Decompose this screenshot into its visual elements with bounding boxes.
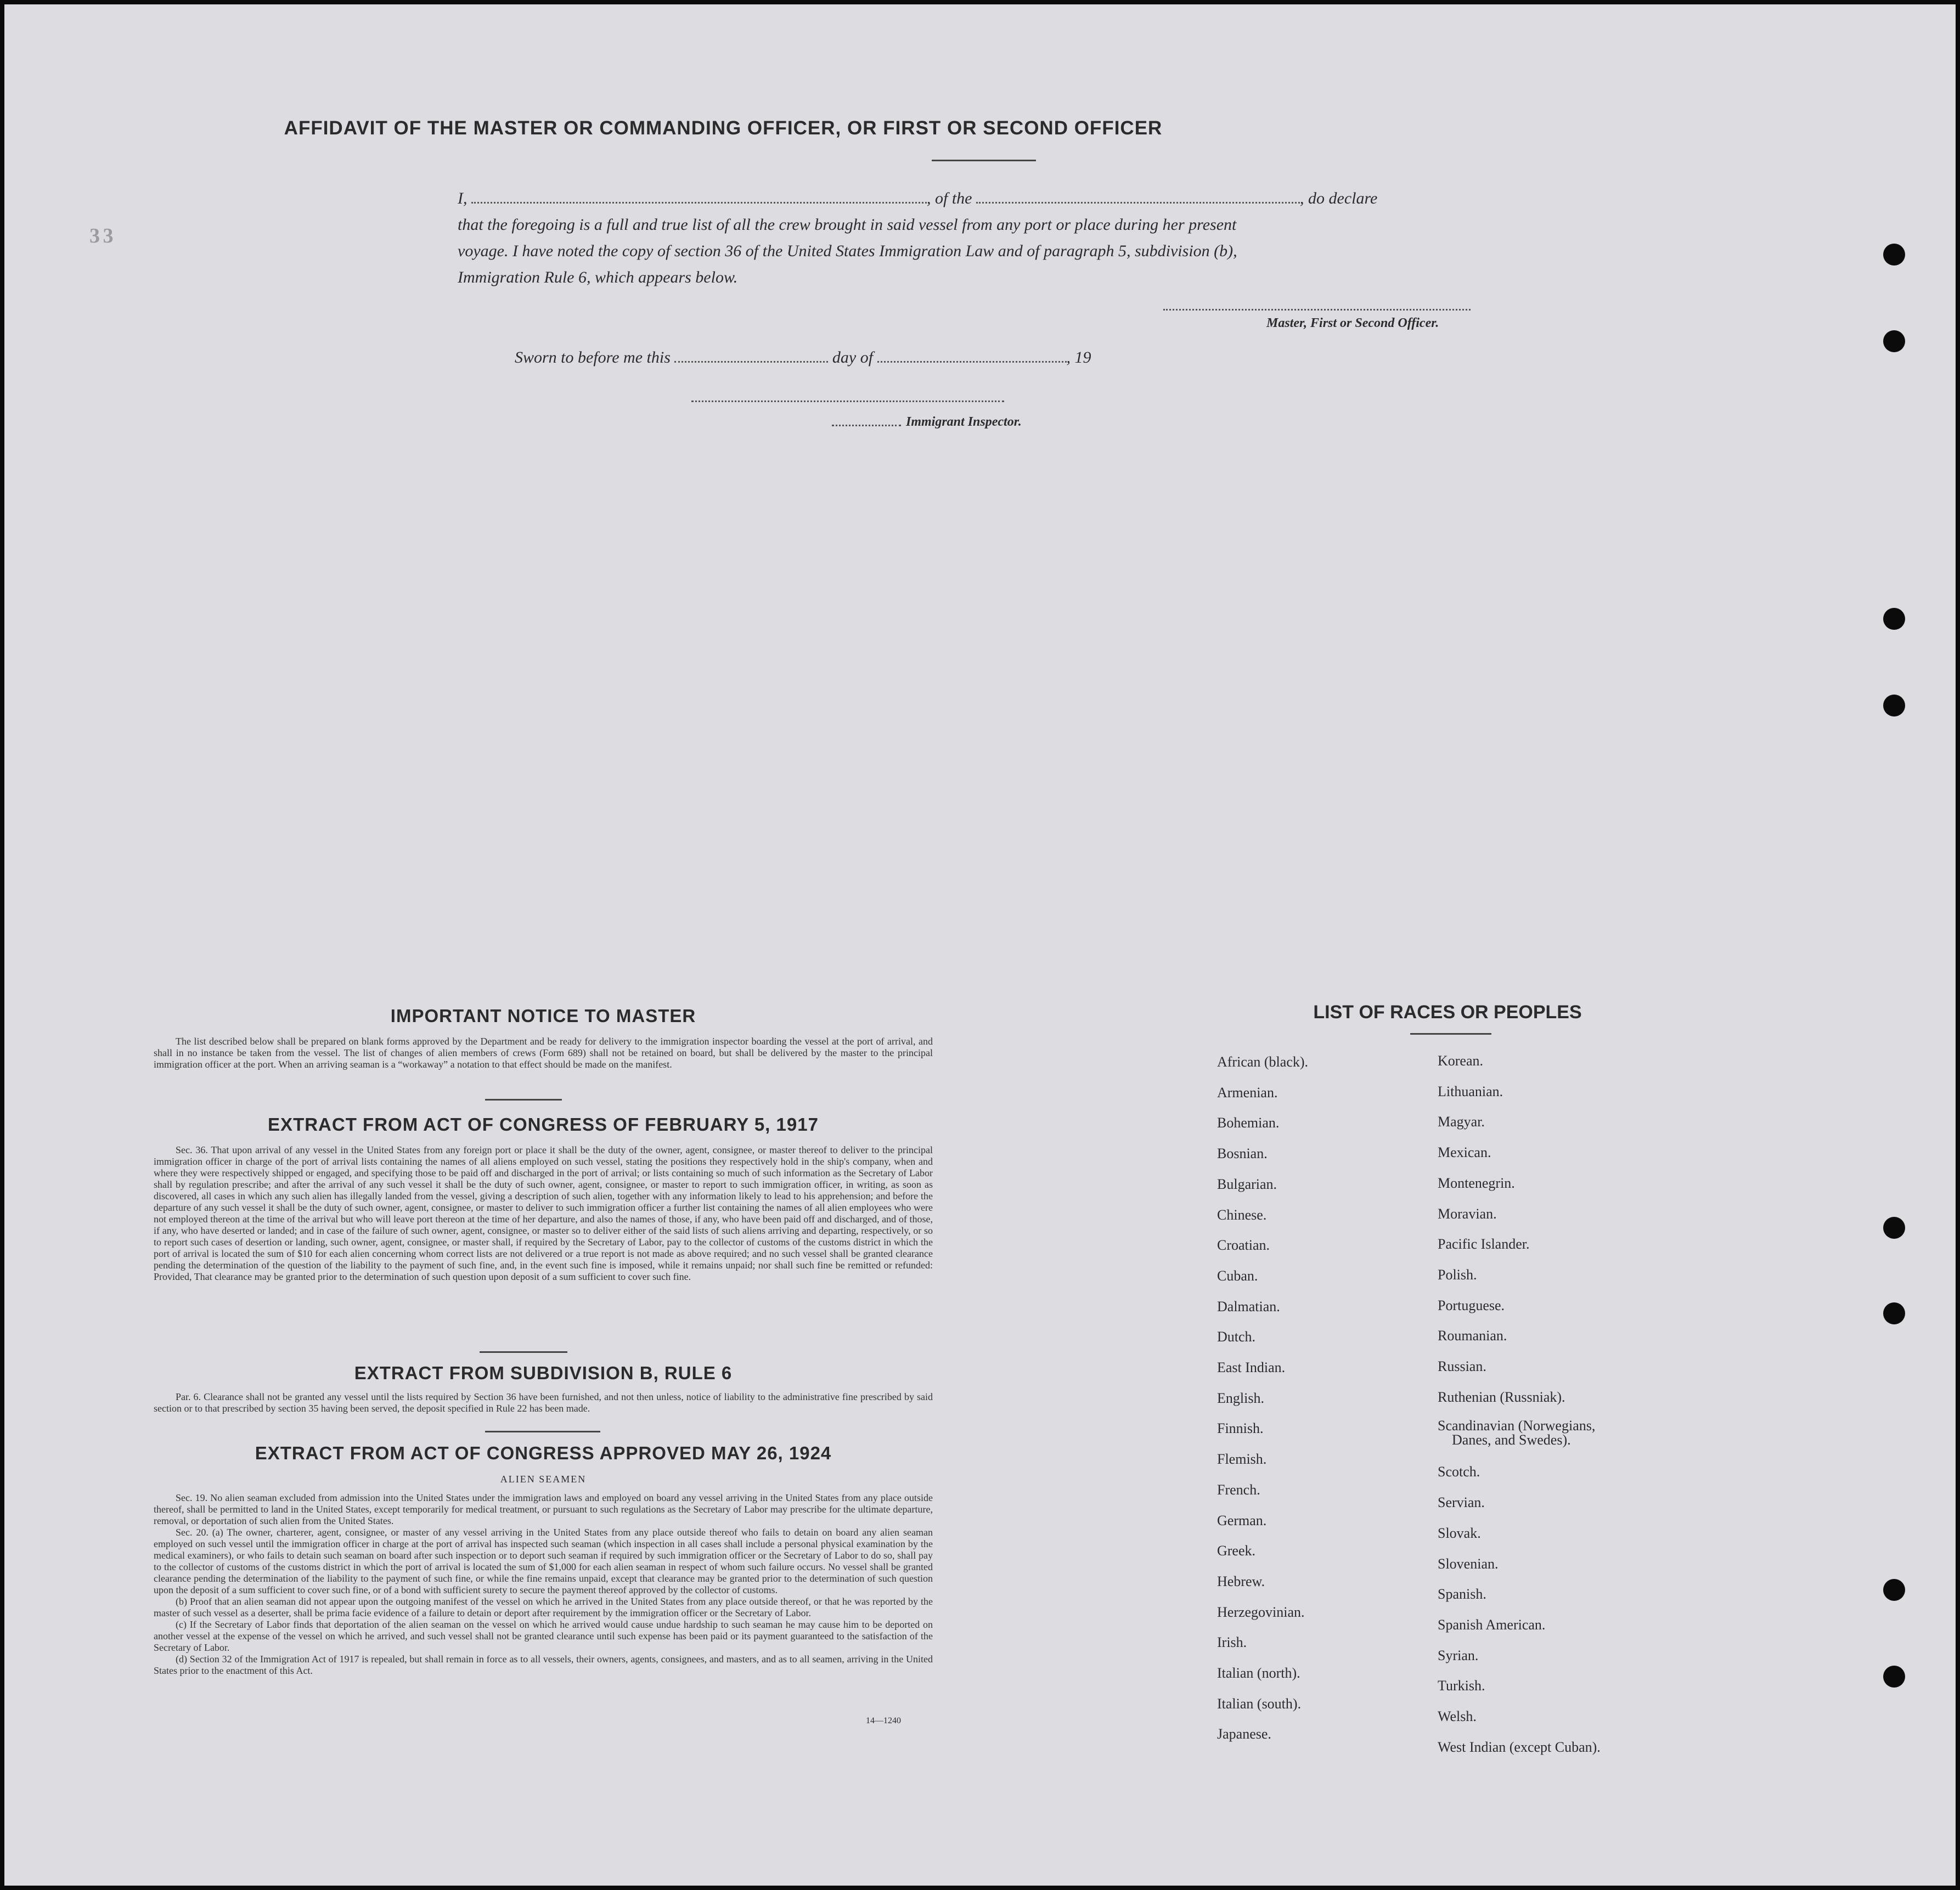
- race-item: Croatian.: [1217, 1237, 1270, 1254]
- race-item: Polish.: [1438, 1266, 1477, 1283]
- race-item: Dalmatian.: [1217, 1298, 1280, 1314]
- race-item: French.: [1217, 1481, 1260, 1498]
- vessel-blank[interactable]: [976, 202, 1300, 204]
- binder-hole-3: [1883, 608, 1905, 630]
- extract-1917-paragraph: Sec. 36. That upon arrival of any vessel in the United States from any foreign port or place it shall be the duty of the owner, agent, consignee, or master thereof to deliver to the principal immigration officer in charge of the port of arrival lists containing the names of all aliens employed on such vessel, stating the positions they respectively hold in the ship's company, when and where they were respectively shipped or engaged, and specifying those to be paid off and discharged in the port of arrival; or lists containing so much of such information as the Secretary of Labor shall by regulation prescribe; and after the arrival of any such vessel it shall be the duty of such owner, agent, consignee, or master to report to such immigration officer, in writing, as soon as discovered, all cases in which any such alien has illegally landed from the vessel, giving a description of such alien, together with any information likely to lead to his apprehension; and before the departure of any such vessel it shall be the duty of such owner, agent, consignee, or master to deliver to such immigration officer a further list containing the names of all alien employees who were not employed thereon at the time of the arrival but who will leave port thereon at the time of her departure, and also the names of those, if any, who have been paid off and discharged, and of those, if any, who have deserted or landed; and in case of the failure of such owner, agent, consignee, or master so to deliver either of the said lists of such aliens arriving and departing, respectively, or so to report such cases of desertion or landing, such owner, agent, consignee, or master shall, if required by the Secretary of Labor, pay to the collector of customs of the customs district in which the port of arrival is located the sum of $10 for each alien concerning whom correct lists are not delivered or a true report is not made as above required; and no such vessel shall be granted clearance pending the determination of the question of the liability to the payment of such fine, and, in the event such fine is imposed, while it remains unpaid; nor shall such fine be remitted or refunded: Provided, That clearance may be granted prior to the determination of such question upon deposit of a sum sufficient to cover such fine.: [154, 1144, 933, 1282]
- declaration-line-2: that the foregoing is a full and true list of all the crew brought in said vessel from any port or place during her present: [458, 216, 1237, 234]
- extract-1924-title: EXTRACT FROM ACT OF CONGRESS APPROVED MAY 26, 1924: [255, 1443, 832, 1463]
- form-number: 14—1240: [866, 1716, 901, 1725]
- signature-line[interactable]: [1163, 309, 1471, 311]
- document-page: [4, 4, 1956, 1886]
- race-item: Slovak.: [1438, 1525, 1481, 1541]
- signature-label: Master, First or Second Officer.: [1266, 316, 1439, 330]
- inspector-signature-line[interactable]: [691, 400, 1004, 402]
- sworn-year: , 19: [1066, 348, 1091, 366]
- race-item: Greek.: [1217, 1543, 1256, 1559]
- race-item: Magyar.: [1438, 1114, 1485, 1130]
- race-item: Welsh.: [1438, 1708, 1477, 1725]
- subdivision-b-title: EXTRACT FROM SUBDIVISION B, RULE 6: [354, 1363, 733, 1383]
- race-item: Irish.: [1217, 1634, 1247, 1651]
- race-item: Scotch.: [1438, 1464, 1480, 1480]
- race-item: Portuguese.: [1438, 1297, 1505, 1313]
- subdivision-b-paragraph: Par. 6. Clearance shall not be granted any vessel until the lists required by Section 36 have been furnished, and not then unless, notice of liability to the administrative fine prescribed by said section or to that prescribed by section 35 having been served, the deposit specified in Rule 22 has been made.: [154, 1391, 933, 1414]
- notice-title: IMPORTANT NOTICE TO MASTER: [390, 1006, 696, 1026]
- notice-divider: [485, 1099, 562, 1101]
- races-title: LIST OF RACES OR PEOPLES: [1313, 1002, 1582, 1023]
- race-item: African (black).: [1217, 1054, 1309, 1070]
- race-item: Flemish.: [1217, 1451, 1267, 1468]
- extract-1917-title: EXTRACT FROM ACT OF CONGRESS OF FEBRUARY 5, 1917: [268, 1114, 819, 1135]
- extract-1924-sec20a: Sec. 20. (a) The owner, charterer, agent, consignee, or master of any vessel arriving in the United States from any place outside thereof who fails to detain on board any alien seaman employed on such vessel until the immigration officer in charge at the port of arrival has inspected such seaman (which inspection in all cases shall include a personal physical examination by the medical examiners), or who fails to detain such seaman on board after such inspection or to deport such seaman if required by such immigration officer or the Secretary of Labor to do so, shall pay to the collector of customs of the customs district in which the port of arrival is located the sum of $1,000 for each alien seaman in respect of whom such failure occurs. No vessel shall be granted clearance pending the determination of the liability to the payment of such fine, or while the fine remains unpaid, except that clearance may be granted prior to the determination of such question upon the deposit of a sum sufficient to cover such fine, or of a bond with sufficient surety to secure the payment thereof approved by the collector of customs.: [154, 1527, 933, 1595]
- race-item: Italian (south).: [1217, 1695, 1302, 1712]
- race-item: Hebrew.: [1217, 1573, 1265, 1589]
- race-item: English.: [1217, 1390, 1264, 1406]
- binder-hole-4: [1883, 695, 1905, 716]
- sworn-month-blank[interactable]: [877, 361, 1067, 363]
- race-item: Japanese.: [1217, 1726, 1271, 1742]
- declaration-line-4: Immigration Rule 6, which appears below.: [458, 268, 738, 286]
- race-item: Ruthenian (Russniak).: [1438, 1389, 1565, 1405]
- race-item: Korean.: [1438, 1053, 1484, 1069]
- name-blank[interactable]: [471, 202, 927, 204]
- races-left-column: [1217, 1047, 1308, 1750]
- binder-hole-8: [1883, 1666, 1905, 1688]
- subdivision-b-divider: [485, 1431, 600, 1432]
- race-item: Moravian.: [1438, 1205, 1497, 1222]
- race-item: Pacific Islander.: [1438, 1236, 1530, 1253]
- race-item: East Indian.: [1217, 1359, 1286, 1376]
- race-item: German.: [1217, 1512, 1267, 1528]
- page-stamp: 3 3: [89, 224, 112, 247]
- race-item: Finnish.: [1217, 1420, 1264, 1437]
- extract-1917-text: [154, 1144, 933, 1283]
- races-right-column: [1438, 1046, 1601, 1762]
- extract-1924-sec20d: (d) Section 32 of the Immigration Act of 1917 is repealed, but shall remain in force as to all vessels, their owners, agents, consignees, and masters, and as to all seamen, arriving in the United States prior to the enactment of this Act.: [154, 1654, 933, 1676]
- race-item: Lithuanian.: [1438, 1083, 1503, 1099]
- race-item: Herzegovinian.: [1217, 1604, 1305, 1620]
- notice-text: [154, 1036, 933, 1070]
- declaration-i: I,: [458, 189, 468, 207]
- race-item: Spanish American.: [1438, 1616, 1546, 1633]
- extract-1924-sec20b: (b) Proof that an alien seaman did not appear upon the outgoing manifest of the vessel on which he arrived in the United States from any place outside thereof, or that he was reported by the master of such vessel as a deserter, shall be prima facie evidence of a failure to detain or deport after requirement by the immigration officer or the Secretary of Labor.: [154, 1596, 933, 1618]
- race-item: Spanish.: [1438, 1586, 1486, 1603]
- extract-1924-sec19: Sec. 19. No alien seaman excluded from admission into the United States under the immigration laws and employed on board any vessel arriving in the United States from any place outside thereof, shall be permitted to land in the United States, except temporarily for medical treatment, or pursuant to such regulations as the Secretary of Labor may prescribe for the ultimate departure, removal, or deportation of such alien from the United States.: [154, 1492, 933, 1526]
- declaration-of-the: , of the: [927, 189, 972, 207]
- race-item: Mexican.: [1438, 1144, 1491, 1161]
- sworn-day-of: day of: [832, 348, 874, 366]
- race-item: Servian.: [1438, 1494, 1485, 1511]
- binder-hole-1: [1883, 244, 1905, 266]
- subdivision-b-text: [154, 1391, 933, 1414]
- notice-paragraph: The list described below shall be prepared on blank forms approved by the Department and be ready for delivery to the immigration inspector boarding the vessel at the port of arrival, and shall in no instance be taken from the vessel. The list of changes of alien members of crews (Form 689) shall not be retained on board, but shall be delivered by the master to the principal immigration officer at the port. When an arriving seaman is a “workaway” a notation to that effect should be made on the manifest.: [154, 1036, 933, 1070]
- race-item: West Indian (except Cuban).: [1438, 1739, 1601, 1755]
- binder-hole-7: [1883, 1579, 1905, 1601]
- race-item: Russian.: [1438, 1358, 1486, 1375]
- race-item: Italian (north).: [1217, 1665, 1300, 1682]
- race-item: Scandinavian (Norwegians,: [1438, 1418, 1596, 1434]
- declaration-do-declare: , do declare: [1300, 189, 1378, 207]
- affidavit-title: AFFIDAVIT OF THE MASTER OR COMMANDING OFFICER, OR FIRST OR SECOND OFFICER: [284, 117, 1163, 139]
- sworn-text: Sworn to before me this: [515, 348, 671, 366]
- race-item: Slovenian.: [1438, 1555, 1499, 1572]
- race-item: Armenian.: [1217, 1084, 1278, 1101]
- race-item: Bohemian.: [1217, 1115, 1280, 1131]
- binder-hole-6: [1883, 1302, 1905, 1324]
- race-item: Cuban.: [1217, 1267, 1258, 1284]
- race-item: Roumanian.: [1438, 1328, 1507, 1344]
- race-item: Turkish.: [1438, 1678, 1485, 1694]
- extract-1924-sec20c: (c) If the Secretary of Labor finds that deportation of the alien seaman on the vessel on which he arrived would cause undue hardship to such seaman he may cause him to be deported on another vessel at the expense of the vessel on which he arrived, and such vessel shall not be granted clearance until such expense has been paid or its payment guaranteed to the satisfaction of the Secretary of Labor.: [154, 1619, 933, 1653]
- binder-hole-5: [1883, 1217, 1905, 1239]
- race-item: Bosnian.: [1217, 1146, 1268, 1162]
- race-item: Montenegrin.: [1438, 1175, 1515, 1191]
- race-item: Dutch.: [1217, 1329, 1256, 1345]
- races-divider: [1410, 1033, 1491, 1035]
- race-item: Chinese.: [1217, 1206, 1267, 1223]
- sworn-line: [515, 345, 1579, 371]
- inspector-short-line: [832, 425, 901, 426]
- declaration-line-3: voyage. I have noted the copy of section 36 of the United States Immigration Law and of paragraph 5, subdivision (b),: [458, 242, 1237, 260]
- declaration-line-1: [458, 185, 1522, 212]
- extract-1917-divider: [480, 1351, 567, 1353]
- inspector-label: Immigrant Inspector.: [906, 415, 1022, 429]
- race-item: Bulgarian.: [1217, 1176, 1277, 1192]
- binder-hole-2: [1883, 330, 1905, 352]
- extract-1924-subtitle: ALIEN SEAMEN: [500, 1474, 587, 1485]
- race-item: Syrian.: [1438, 1647, 1479, 1663]
- extract-1924-text: [154, 1492, 933, 1677]
- title-divider: [932, 160, 1036, 161]
- race-item: Danes, and Swedes).: [1452, 1432, 1571, 1448]
- sworn-day-blank[interactable]: [674, 361, 828, 363]
